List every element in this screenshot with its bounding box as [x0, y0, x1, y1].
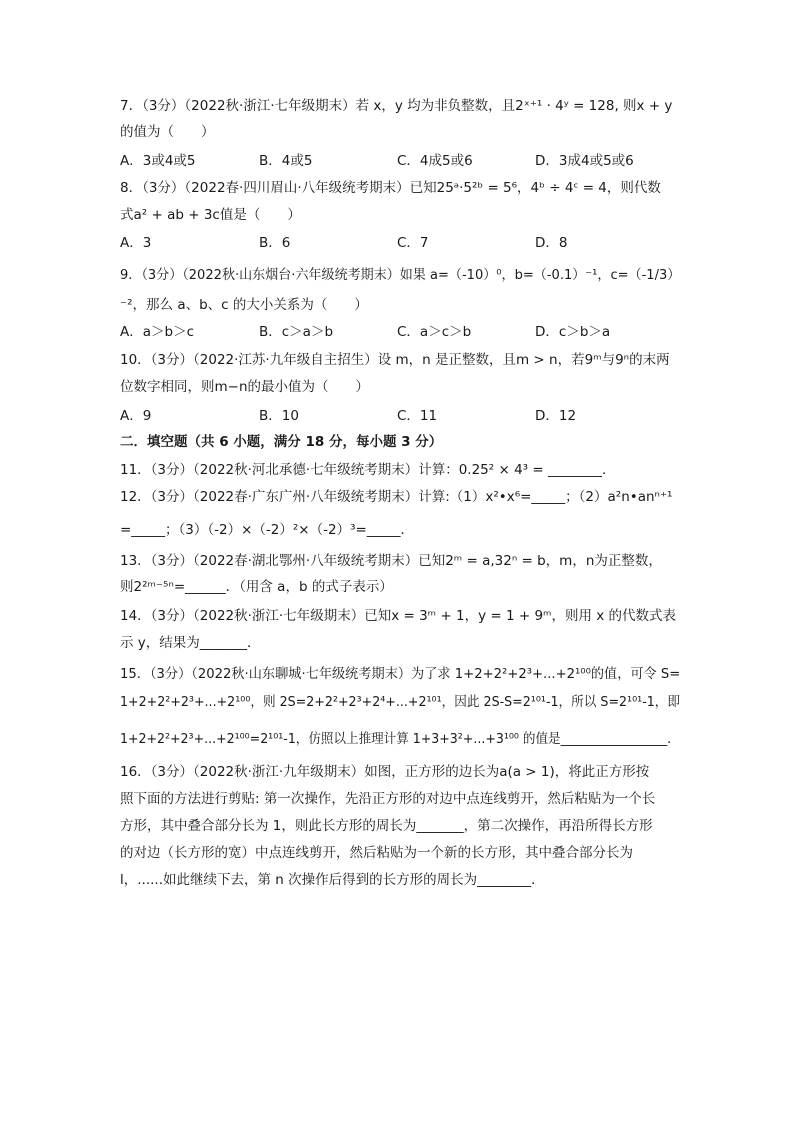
- q16-line-3: 方形，其中叠合部分长为 1，则此长方形的周长为_______，第二次操作，再沿所得长方形: [120, 818, 653, 834]
- q12-line-1: 12．（3分）（2022春·广东广州·八年级统考期末）计算:（1）x²•x⁶=_____；（2）a²n•anⁿ⁺¹: [120, 489, 673, 505]
- q14-line-2: 示 y，结果为_______．: [120, 635, 261, 651]
- q8-option-b: B．6: [259, 235, 291, 251]
- q9-line-2: ⁻²，那么 a、b、c 的大小关系为（ ）: [120, 297, 368, 313]
- q8-option-c: C．7: [397, 235, 429, 251]
- q8-option-d: D．8: [535, 235, 568, 251]
- q7-line-1: 7．（3分）（2022秋·浙江·七年级期末）若 x，y 均为非负整数，且2ˣ⁺¹ · 4ʸ = 128, 则x + y: [120, 98, 673, 114]
- q11-line: 11．（3分）（2022秋·河北承德·七年级统考期末）计算：0.25² × 4³ = ________．: [120, 462, 616, 478]
- q10-option-d: D．12: [535, 408, 577, 424]
- q7-option-b: B．4或5: [259, 153, 313, 169]
- q10-line-1: 10．（3分）（2022·江苏·九年级自主招生）设 m，n 是正整数，且m > n，若9ᵐ与9ⁿ的末两: [120, 352, 670, 368]
- section-heading: 二．填空题（共 6 小题，满分 18 分，每小题 3 分）: [120, 434, 443, 450]
- q15-line-3: 1+2+2²+2³+...+2¹⁰⁰=2¹⁰¹-1，仿照以上推理计算 1+3+3²+...+3¹⁰⁰ 的值是_________________．: [120, 731, 680, 747]
- q10-option-a: A．9: [120, 408, 152, 424]
- q9-option-b: B．c＞a＞b: [259, 324, 334, 340]
- q7-option-d: D．3成4或5或6: [535, 153, 634, 169]
- q16-line-2: 照下面的方法进行剪贴: 第一次操作，先沿正方形的对边中点连线剪开，然后粘贴为一个长: [120, 791, 656, 807]
- q15-line-1: 15．（3分）（2022秋·山东聊城·七年级统考期末）为了求 1+2+2²+2³+...+2¹⁰⁰的值，可令 S=: [120, 666, 681, 682]
- q9-option-a: A．a＞b＞c: [120, 324, 194, 340]
- q13-line-1: 13．（3分）（2022春·湖北鄂州·八年级统考期末）已知2ᵐ = a,32ⁿ = b，m，n为正整数，: [120, 553, 662, 569]
- q10-option-b: B．10: [259, 408, 299, 424]
- q13-line-2: 则2²ᵐ⁻⁵ⁿ=______．（用含 a，b 的式子表示）: [120, 579, 393, 595]
- q16-line-5: l，......如此继续下去，第 n 次操作后得到的长方形的周长为________．: [120, 872, 545, 888]
- q15-line-2: 1+2+2²+2³+...+2¹⁰⁰，则 2S=2+2²+2³+2⁴+...+2¹⁰¹，因此 2S-S=2¹⁰¹-1，所以 S=2¹⁰¹-1，即: [120, 694, 681, 710]
- q8-line-1: 8．（3分）（2022春·四川眉山·八年级统考期末）已知25ᵃ·5²ᵇ = 5⁶，4ᵇ ÷ 4ᶜ = 4，则代数: [120, 180, 661, 196]
- q7-option-c: C．4成5或6: [397, 153, 473, 169]
- q10-line-2: 位数字相同，则m−n的最小值为（ ）: [120, 379, 370, 395]
- q9-line-1: 9．（3分）（2022秋·山东烟台·六年级统考期末）如果 a=（-10）⁰，b=（-0.1）⁻¹，c=（-1/3）: [120, 267, 681, 283]
- q10-option-c: C．11: [397, 408, 438, 424]
- q8-option-a: A．3: [120, 235, 152, 251]
- q12-line-2: =_____；（3）（-2）×（-2）²×（-2）³=_____．: [120, 522, 415, 538]
- q9-option-c: C．a＞c＞b: [397, 324, 472, 340]
- q7-line-2: 的值为（ ）: [120, 124, 215, 140]
- q7-option-a: A．3或4或5: [120, 153, 196, 169]
- q9-option-d: D．c＞b＞a: [535, 324, 611, 340]
- q16-line-4: 的对边（长方形的宽）中点连线剪开，然后粘贴为一个新的长方形，其中叠合部分长为: [120, 845, 633, 861]
- q16-line-1: 16．（3分）（2022秋·浙江·九年级期末）如图，正方形的边长为a(a > 1)，将此正方形按: [120, 764, 650, 780]
- q8-line-2: 式a² + ab + 3c值是（ ）: [120, 207, 301, 223]
- q14-line-1: 14．（3分）（2022秋·浙江·七年级期末）已知x = 3ᵐ + 1，y = 1 + 9ᵐ，则用 x 的代数式表: [120, 608, 677, 624]
